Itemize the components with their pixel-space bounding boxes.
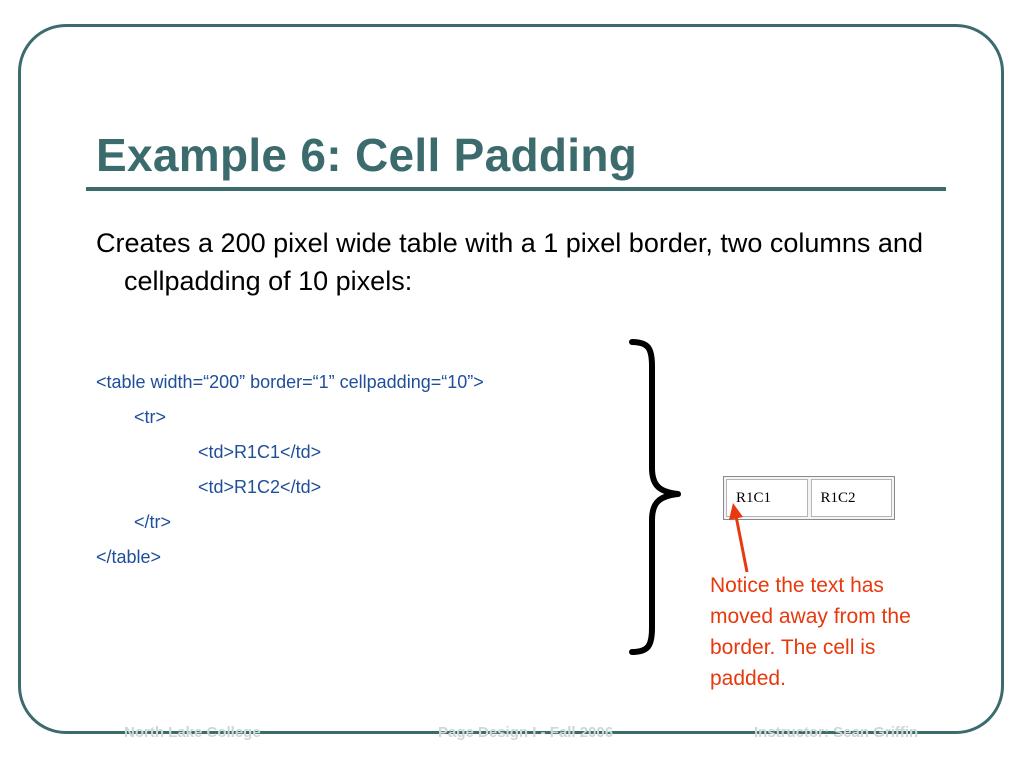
slide-title: Example 6: Cell Padding — [96, 129, 638, 181]
intro-text: Creates a 200 pixel wide table with a 1 pixel border, two columns and cellpadding of 10 pixels: — [96, 228, 923, 296]
code-line-td-1: <td>R1C1</td> — [198, 442, 322, 462]
code-line-table-close: </table> — [96, 547, 162, 567]
footer-instructor: Instructor: Sean Griffin — [754, 724, 919, 741]
title-divider — [86, 187, 946, 191]
code-line-table-open: <table width=“200” border=“1” cellpadding=“10”> — [96, 372, 484, 392]
padding-note: Notice the text has moved away from the border. The cell is padded. — [710, 574, 911, 690]
curly-brace-icon — [626, 338, 686, 656]
footer-college: North Lake College — [124, 724, 261, 741]
code-line-td-2: <td>R1C2</td> — [198, 477, 322, 497]
footer-course: Page Design I - Fall 2006 — [438, 724, 614, 741]
demo-cell-r1c2: R1C2 — [811, 479, 893, 517]
code-line-tr-open: <tr> — [134, 407, 167, 427]
code-line-tr-close: </tr> — [134, 512, 172, 532]
demo-cell-r1c1: R1C1 — [726, 479, 808, 517]
arrow-icon — [726, 500, 756, 576]
